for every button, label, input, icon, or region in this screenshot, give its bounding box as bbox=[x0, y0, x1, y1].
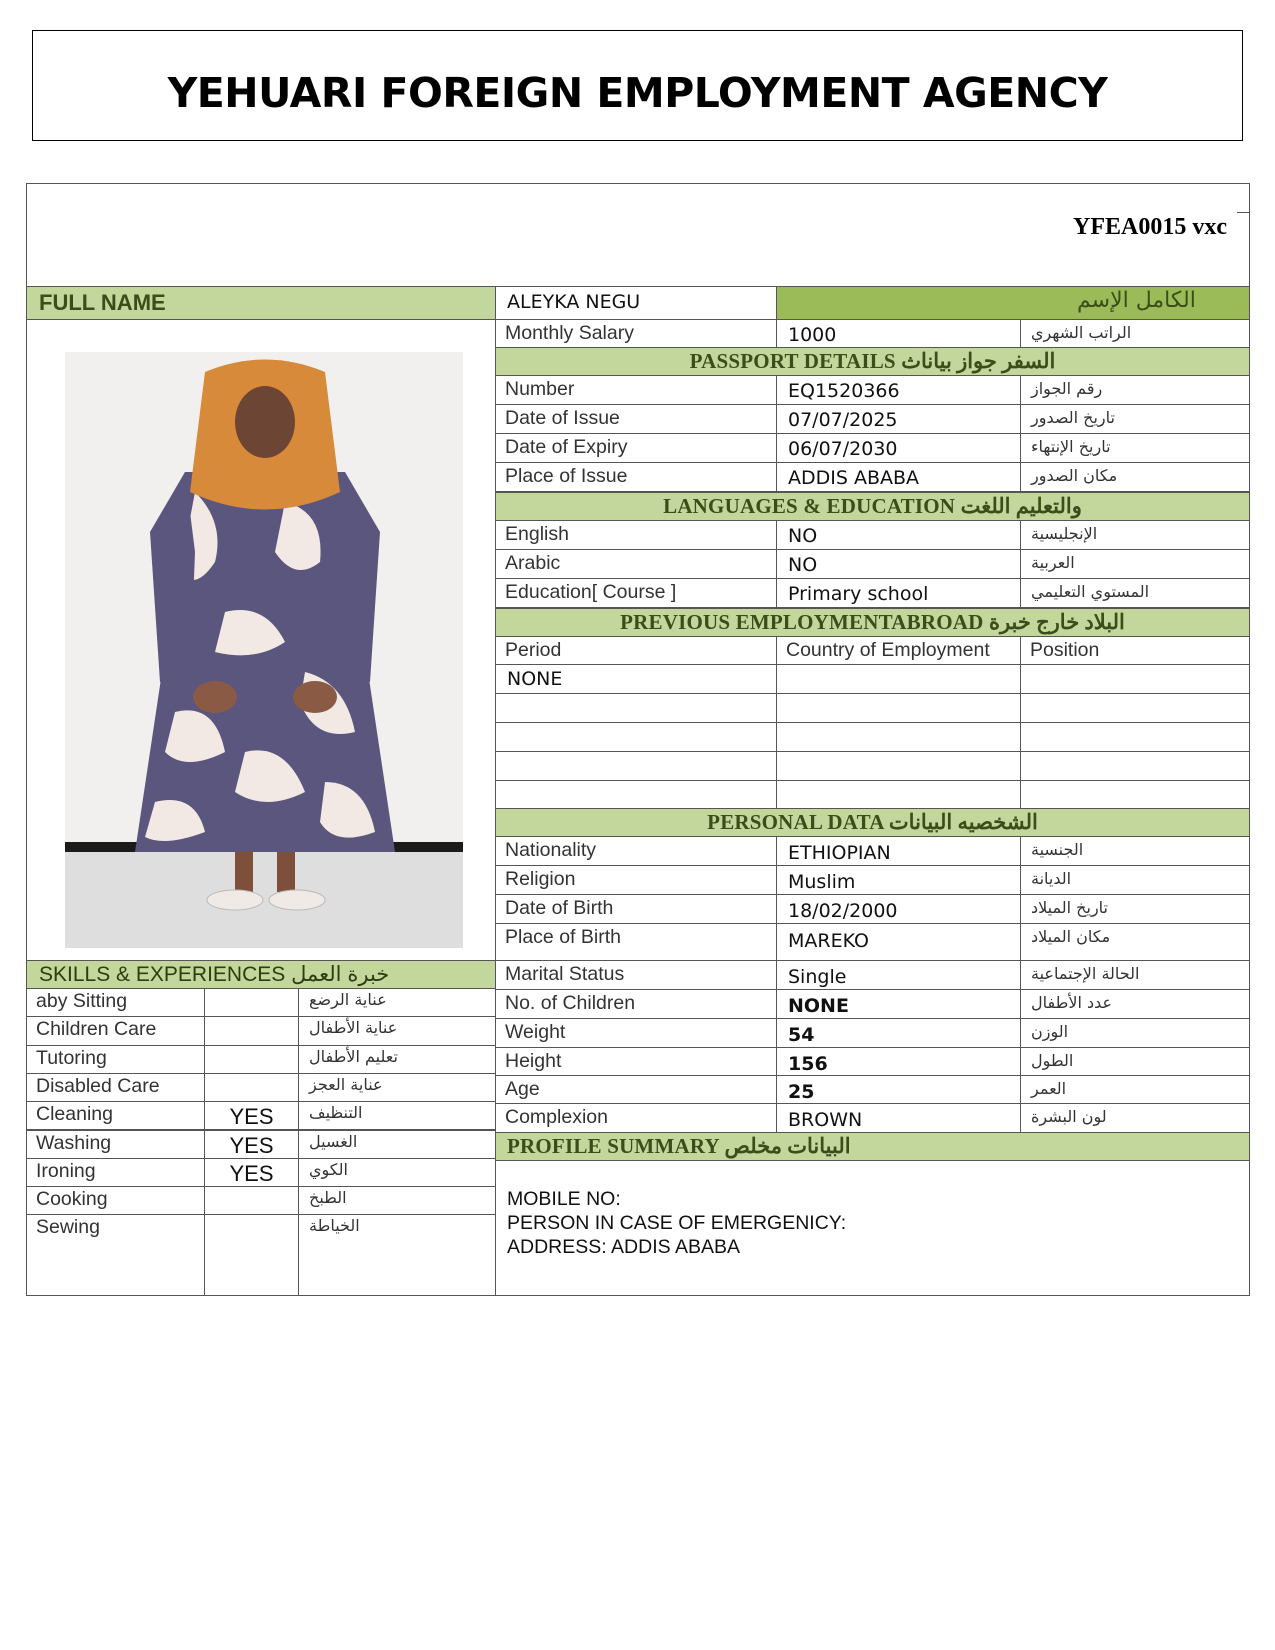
reference-code: YFEA0015 vxc bbox=[1073, 214, 1227, 240]
corner-tick bbox=[1237, 212, 1250, 213]
employment-cell bbox=[495, 751, 777, 781]
employment-cell bbox=[1020, 780, 1250, 810]
passport-row-value: 07/07/2025 bbox=[776, 404, 1021, 434]
employment-cell: NONE bbox=[495, 664, 777, 694]
passport-row-label: Place of Issue bbox=[495, 462, 777, 492]
personal-row-arabic-text: الجنسية bbox=[1031, 840, 1084, 859]
personal-row-arabic bbox=[1020, 1075, 1250, 1104]
language-row-arabic bbox=[1020, 520, 1250, 550]
personal-row-arabic-text: تاريخ الميلاد bbox=[1031, 898, 1108, 917]
passport-row-arabic-text: تاريخ الصدور bbox=[1031, 408, 1115, 427]
skill-arabic bbox=[298, 1186, 496, 1215]
skill-label: Children Care bbox=[26, 1016, 205, 1045]
skill-label: Disabled Care bbox=[26, 1073, 205, 1102]
language-row-value: NO bbox=[776, 549, 1021, 579]
personal-row-value: ETHIOPIAN bbox=[776, 836, 1021, 866]
personal-row-arabic-text: عدد الأطفال bbox=[1031, 993, 1113, 1012]
personal-row-value: 156 bbox=[776, 1047, 1021, 1076]
employment-cell bbox=[495, 693, 777, 723]
profile-summary-heading: PROFILE SUMMARY البيانات مخلص bbox=[495, 1132, 1250, 1161]
personal-row-value: NONE bbox=[776, 989, 1021, 1019]
language-row-label: Education[ Course ] bbox=[495, 578, 777, 608]
personal-row-value: 25 bbox=[776, 1075, 1021, 1104]
passport-row-arabic-text: رقم الجواز bbox=[1031, 379, 1103, 398]
personal-row-label: Complexion bbox=[495, 1103, 777, 1133]
personal-row-value: Muslim bbox=[776, 865, 1021, 895]
previous-employment-heading: PREVIOUS EMPLOYMENTABROAD البلاد خارج خبرة bbox=[495, 608, 1250, 637]
personal-row-value: 18/02/2000 bbox=[776, 894, 1021, 924]
language-row-arabic-text: الإنجليسية bbox=[1031, 524, 1098, 543]
skill-arabic bbox=[298, 1214, 496, 1296]
employment-cell bbox=[776, 780, 1021, 810]
employment-cell bbox=[1020, 693, 1250, 723]
language-row-arabic bbox=[1020, 549, 1250, 579]
skill-label: Cooking bbox=[26, 1186, 205, 1215]
candidate-photo bbox=[65, 352, 463, 948]
personal-row-arabic bbox=[1020, 923, 1250, 961]
passport-row-arabic bbox=[1020, 375, 1250, 405]
passport-row-value: EQ1520366 bbox=[776, 375, 1021, 405]
employment-cell bbox=[1020, 722, 1250, 752]
employment-cell bbox=[1020, 751, 1250, 781]
skill-arabic bbox=[298, 1073, 496, 1102]
personal-row-label: Height bbox=[495, 1047, 777, 1076]
passport-heading: PASSPORT DETAILS السفر جواز بياناث bbox=[495, 347, 1250, 376]
employment-cell bbox=[495, 780, 777, 810]
skill-arabic-text: الخياطة bbox=[309, 1216, 360, 1236]
personal-row-value: BROWN bbox=[776, 1103, 1021, 1133]
skill-arabic bbox=[298, 1130, 496, 1159]
full-name-label: FULL NAME bbox=[26, 286, 496, 320]
personal-row-arabic bbox=[1020, 1047, 1250, 1076]
passport-row-arabic-text: مكان الصدور bbox=[1031, 466, 1118, 485]
skill-value bbox=[204, 1016, 299, 1045]
personal-row-arabic bbox=[1020, 836, 1250, 866]
employment-cell bbox=[776, 664, 1021, 694]
language-row-value: Primary school bbox=[776, 578, 1021, 608]
skill-arabic bbox=[298, 1016, 496, 1045]
language-row-label: English bbox=[495, 520, 777, 550]
skill-value: YES bbox=[204, 1101, 299, 1130]
language-row-value: NO bbox=[776, 520, 1021, 550]
skill-value: YES bbox=[204, 1158, 299, 1187]
skill-arabic-text: التنظيف bbox=[309, 1103, 363, 1123]
full-name-arabic: الكامل الإسم bbox=[776, 286, 1250, 320]
employment-cell bbox=[776, 722, 1021, 752]
passport-row-value: 06/07/2030 bbox=[776, 433, 1021, 463]
passport-row-value: ADDIS ABABA bbox=[776, 462, 1021, 492]
skill-arabic-text: تعليم الأطفال bbox=[309, 1046, 398, 1066]
personal-row-arabic-text: العمر bbox=[1031, 1079, 1067, 1098]
passport-row-label: Date of Issue bbox=[495, 404, 777, 434]
personal-row-arabic-text: الوزن bbox=[1031, 1022, 1069, 1041]
personal-row-arabic-text: الحالة الإجتماعية bbox=[1031, 964, 1140, 983]
skill-value bbox=[204, 1073, 299, 1102]
skill-arabic-text: الطبخ bbox=[309, 1188, 347, 1208]
salary-value: 1000 bbox=[776, 319, 1021, 348]
employment-cell bbox=[776, 693, 1021, 723]
skill-arabic-text: عناية العجز bbox=[309, 1074, 383, 1094]
passport-row-label: Date of Expiry bbox=[495, 433, 777, 463]
passport-row-arabic bbox=[1020, 404, 1250, 434]
skill-label: aby Sitting bbox=[26, 988, 205, 1017]
skill-arabic-text: عناية الرضع bbox=[309, 990, 387, 1009]
skill-value bbox=[204, 988, 299, 1017]
employment-column-header: Position bbox=[1020, 636, 1250, 665]
passport-row-arabic bbox=[1020, 462, 1250, 492]
personal-row-arabic-text: الديانة bbox=[1031, 869, 1072, 888]
skill-label: Cleaning bbox=[26, 1101, 205, 1130]
employment-column-header: Period bbox=[495, 636, 777, 665]
personal-row-arabic-text: لون البشرة bbox=[1031, 1107, 1107, 1126]
emergency-contact-line: PERSON IN CASE OF EMERGENICY: bbox=[507, 1212, 847, 1234]
agency-header bbox=[32, 30, 1243, 141]
skill-value bbox=[204, 1214, 299, 1296]
skill-arabic bbox=[298, 988, 496, 1017]
personal-row-label: No. of Children bbox=[495, 989, 777, 1019]
mobile-line: MOBILE NO: bbox=[507, 1188, 621, 1210]
salary-label: Monthly Salary bbox=[495, 319, 777, 348]
skill-arabic bbox=[298, 1158, 496, 1187]
full-name-value: ALEYKA NEGU bbox=[495, 286, 777, 320]
skill-arabic bbox=[298, 1101, 496, 1130]
personal-row-label: Place of Birth bbox=[495, 923, 777, 961]
skill-arabic-text: الكوي bbox=[309, 1159, 348, 1179]
personal-data-heading: PERSONAL DATA الشخصيه البيانات bbox=[495, 808, 1250, 837]
passport-row-arabic-text: تاريخ الإنتهاء bbox=[1031, 437, 1111, 456]
passport-row-arabic bbox=[1020, 433, 1250, 463]
personal-row-value: MAREKO bbox=[776, 923, 1021, 961]
personal-row-value: Single bbox=[776, 960, 1021, 990]
personal-row-label: Religion bbox=[495, 865, 777, 895]
skill-arabic-text: عناية الأطفال bbox=[309, 1018, 398, 1038]
skill-label: Sewing bbox=[26, 1214, 205, 1296]
skill-value bbox=[204, 1045, 299, 1074]
personal-row-label: Nationality bbox=[495, 836, 777, 866]
personal-row-arabic-text: مكان الميلاد bbox=[1031, 927, 1111, 946]
personal-row-arabic bbox=[1020, 1103, 1250, 1133]
skill-arabic-text: الغسيل bbox=[309, 1131, 358, 1151]
language-row-arabic-text: المستوي التعليمي bbox=[1031, 582, 1150, 601]
personal-row-value: 54 bbox=[776, 1018, 1021, 1048]
language-row-label: Arabic bbox=[495, 549, 777, 579]
language-row-arabic-text: العربية bbox=[1031, 553, 1075, 572]
skill-label: Washing bbox=[26, 1130, 205, 1159]
personal-row-arabic bbox=[1020, 989, 1250, 1019]
salary-arabic: الراتب الشهري bbox=[1020, 319, 1250, 348]
skill-label: Tutoring bbox=[26, 1045, 205, 1074]
languages-heading: LANGUAGES & EDUCATION والتعليم اللغت bbox=[495, 492, 1250, 521]
skill-label: Ironing bbox=[26, 1158, 205, 1187]
address-line: ADDRESS: ADDIS ABABA bbox=[507, 1236, 741, 1258]
skills-heading: SKILLS & EXPERIENCES خبرة العمل bbox=[26, 960, 496, 989]
personal-row-label: Age bbox=[495, 1075, 777, 1104]
employment-column-header: Country of Employment bbox=[776, 636, 1021, 665]
personal-row-arabic bbox=[1020, 960, 1250, 990]
employment-cell bbox=[776, 751, 1021, 781]
personal-row-label: Weight bbox=[495, 1018, 777, 1048]
skill-value bbox=[204, 1186, 299, 1215]
passport-row-label: Number bbox=[495, 375, 777, 405]
employment-cell bbox=[1020, 664, 1250, 694]
agency-title: YEHUARI FOREIGN EMPLOYMENT AGENCY bbox=[167, 69, 1108, 117]
personal-row-label: Marital Status bbox=[495, 960, 777, 990]
personal-row-arabic-text: الطول bbox=[1031, 1051, 1074, 1070]
personal-row-arabic bbox=[1020, 1018, 1250, 1048]
employment-cell bbox=[495, 722, 777, 752]
language-row-arabic bbox=[1020, 578, 1250, 608]
personal-row-arabic bbox=[1020, 865, 1250, 895]
skill-arabic bbox=[298, 1045, 496, 1074]
personal-row-arabic bbox=[1020, 894, 1250, 924]
profile-summary-body bbox=[495, 1160, 1250, 1296]
skill-value: YES bbox=[204, 1130, 299, 1159]
personal-row-label: Date of Birth bbox=[495, 894, 777, 924]
